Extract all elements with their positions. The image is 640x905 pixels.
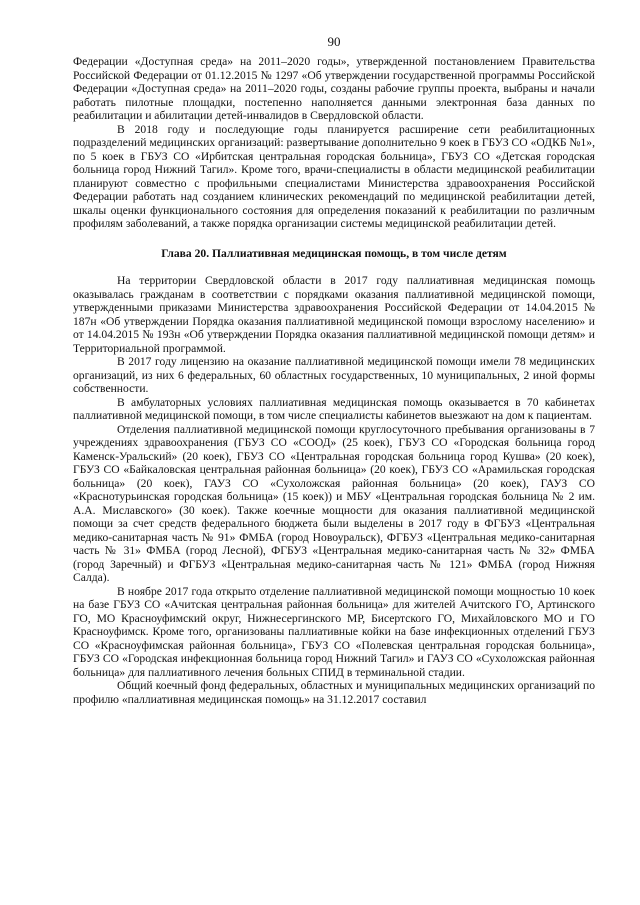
chapter-heading: Глава 20. Паллиативная медицинская помощь, в том числе детям [161,246,507,260]
paragraph-rehab-plans: В 2018 году и последующие годы планируется расширение сети реабилитационных подразделений медицинских организаций: развертывание дополнительно 9 коек в ГБУЗ СО «ОДКБ №1», по 5 коек в ГБУЗ СО «Ирбитская центральная городская больница», ГБУЗ СО «Детская городская больница город Нижний Тагил». Кроме того, врачи-специалисты в области медицинской реабилитации планируют совместно с профильными специалистами Министерства здравоохранения Российской Федерации работать над созданием клинических рекомендаций по медицинской реабилитации детей, шкалы оценки функционального состояния для определения показаний к реабилитации по различным профилям заболеваний, а также порядка организации системы медицинской реабилитации детей. [73,122,595,230]
paragraph-licenses: В 2017 году лицензию на оказание паллиативной медицинской помощи имели 78 медицинских организаций, из них 6 федеральных, 60 областных государственных, 10 муниципальных, 2 иной формы собственности. [73,355,595,395]
paragraph-bed-fund: Общий коечный фонд федеральных, областных и муниципальных медицинских организаций по профилю «паллиативная медицинская помощь» на 31.12.2017 составил [73,679,595,706]
paragraph-november-2017: В ноябре 2017 года открыто отделение паллиативной медицинской помощи мощностью 10 коек на базе ГБУЗ СО «Ачитская центральная районная больница» для жителей Ачитского ГО, Артинского ГО, МО Красноуфимский округ, Нижнесергинского МР, Бисертского ГО, Михайловского МО и ГО Красноуфимск. Кроме того, организованы паллиативные койки на базе инфекционных отделений ГБУЗ СО «Красноуфимская районная больница», ГБУЗ СО «Полевская центральная городская больница», ГБУЗ СО «Городская инфекционная больница город Нижний Тагил» и ГАУЗ СО «Сухоложская районная больница» для паллиативного лечения больных СПИД в терминальной стадии. [73,584,595,679]
document-page [73,34,595,706]
paragraph-outpatient: В амбулаторных условиях паллиативная медицинская помощь оказывается в 70 кабинетах паллиативной медицинской помощи, в том числе специалисты кабинетов выезжают на дом к пациентам. [73,395,595,422]
page-number: 90 [327,34,341,49]
paragraph-inpatient-departments: Отделения паллиативной медицинской помощи круглосуточного пребывания организованы в 7 учреждениях здравоохранения (ГБУЗ СО «СООД» (25 коек), ГБУЗ СО «Городская больница город Каменск-Уральский» (20 коек), ГБУЗ СО «Центральная городская больница город Кушва» (20 коек), ГБУЗ СО «Байкаловская центральная районная больница» (20 коек), ГБУЗ СО «Арамильская городская больница» (20 коек), ГАУЗ СО «Сухоложская районная больница» (20 коек), ГАУЗ СО «Краснотурьинская городская больница» (15 коек)) и МБУ «Центральная городская больница № 2 им. А.А. Миславского» (30 коек). Также коечные мощности для оказания паллиативной медицинской помощи за счет средств федерального бюджета были выделены в 2017 году в ФГБУЗ «Центральная медико-санитарная часть № 91» ФМБА (город Новоуральск), ФГБУЗ «Центральная медико-санитарная часть № 31» ФМБА (город Лесной), ФГБУЗ «Центральная медико-санитарная часть № 32» ФМБА (город Заречный) и ФГБУЗ «Центральная медико-санитарная часть № 121» ФМБА (город Нижняя Салда). [73,422,595,584]
paragraph-continuation: Федерации «Доступная среда» на 2011–2020 годы», утвержденной постановлением Правительства Российской Федерации от 01.12.2015 № 1297 «Об утверждении государственной программы Российской Федерации «Доступная среда» на 2011–2020 годы, созданы рабочие группы проекта, выбраны и начали работать пилотные площадки, постепенно наполняется данными электронная база данных по реабилитации и абилитации детей-инвалидов в Свердловской области. [73,55,595,122]
paragraph-palliative-orders: На территории Свердловской области в 2017 году паллиативная медицинская помощь оказывалась гражданам в соответствии с порядками оказания паллиативной медицинской помощи, утвержденными приказами Министерства здравоохранения Российской Федерации от 14.04.2015 № 187н «Об утверждении Порядка оказания паллиативной медицинской помощи взрослому населению» и от 14.04.2015 № 193н «Об утверждении Порядка оказания паллиативной медицинской помощи детям» и Территориальной программой. [73,274,595,355]
